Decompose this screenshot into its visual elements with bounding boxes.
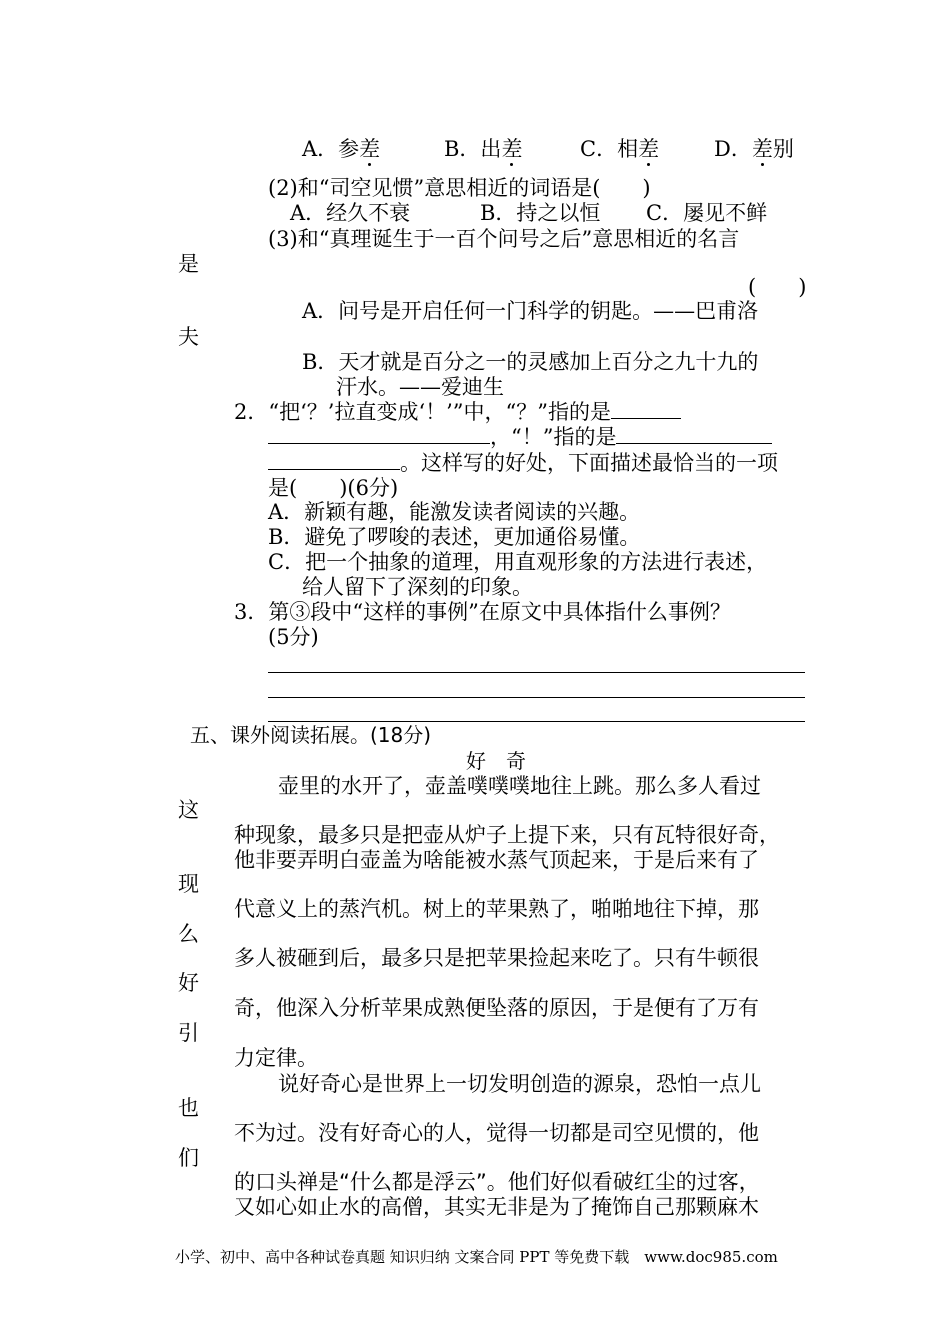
q1-sub3-stem: (3)和“真理诞生于一百个问号之后”意思相近的名言 [268, 227, 740, 251]
q2-option-b: B．避免了啰唆的表述，更加通俗易懂。 [268, 525, 641, 549]
option-a: A．参差 [302, 137, 381, 161]
q1-sub2-option-c: C．屡见不鲜 [646, 201, 768, 225]
margin-char: 现 [178, 872, 199, 896]
passage-line: 奇，他深入分析苹果成熟便坠落的原因，于是便有了万有 [234, 996, 759, 1020]
answer-blank[interactable] [268, 425, 490, 444]
answer-line[interactable] [268, 672, 805, 673]
passage-line: 他非要弄明白壶盖为啥能被水蒸气顶起来，于是后来有了 [234, 848, 759, 872]
margin-char: 这 [178, 798, 199, 822]
q2-option-c-line2: 给人留下了深刻的印象。 [302, 575, 533, 599]
q2-option-c-line1: C．把一个抽象的道理，用直观形象的方法进行表述， [268, 550, 768, 574]
q1-sub2-stem: (2)和“司空见惯”意思相近的词语是( ) [268, 176, 651, 200]
margin-char: 好 [178, 971, 199, 995]
answer-blank[interactable] [616, 425, 772, 444]
q1-sub2-option-a: A．经久不衰 [290, 201, 411, 225]
passage-line: 多人被砸到后，最多只是把苹果捡起来吃了。只有牛顿很 [234, 946, 759, 970]
passage-line: 又如心如止水的高僧，其实无非是为了掩饰自己那颗麻木 [234, 1195, 759, 1219]
option-c: C．相差 [580, 137, 660, 161]
section-heading: 五、课外阅读拓展。(18分) [190, 723, 432, 747]
q2-line2: ，“！”指的是 [268, 424, 772, 450]
option-b: B．出差 [444, 137, 523, 161]
q1-sub3-option-b-line1: B．天才就是百分之一的灵感加上百分之九十九的 [302, 350, 759, 374]
margin-char: 么 [178, 922, 199, 946]
q1-sub3-option-a: A．问号是开启任何一门科学的钥匙。——巴甫洛 [302, 299, 759, 323]
q3-line2: (5分) [268, 625, 319, 649]
passage-line: 壶里的水开了，壶盖噗噗噗地往上跳。那么多人看过 [278, 774, 761, 798]
passage-line: 力定律。 [234, 1046, 318, 1070]
footer-promo: 小学、初中、高中各种试卷真题 知识归纳 文案合同 PPT 等免费下载 www.doc985.com [175, 1248, 778, 1266]
q1-sub3-answer-paren: ( ) [748, 275, 807, 299]
q1-sub3-wrap: 是 [178, 252, 199, 276]
margin-char: 们 [178, 1146, 199, 1170]
passage-title: 好 奇 [466, 749, 526, 773]
margin-char: 引 [178, 1021, 199, 1045]
answer-line[interactable] [268, 697, 805, 698]
answer-blank[interactable] [611, 400, 681, 419]
option-d: D．差别 [714, 137, 794, 161]
q1-sub2-option-b: B．持之以恒 [480, 201, 601, 225]
passage-line: 种现象，最多只是把壶从炉子上提下来，只有瓦特很好奇， [234, 823, 780, 847]
margin-char: 也 [178, 1096, 199, 1120]
q2-line1: 2．“把‘？’拉直变成‘！’”中，“？”指的是 [234, 399, 681, 425]
q3-line1: 3．第③段中“这样的事例”在原文中具体指什么事例？ [234, 600, 731, 624]
q2-line4: 是( )(6分) [268, 476, 399, 500]
passage-line: 的口头禅是“什么都是浮云”。他们好似看破红尘的过客， [234, 1170, 760, 1194]
q1-sub3-option-b-line2: 汗水。——爱迪生 [336, 375, 504, 399]
answer-blank[interactable] [268, 451, 400, 470]
passage-line: 代意义上的蒸汽机。树上的苹果熟了，啪啪地往下掉，那 [234, 897, 759, 921]
q2-line3: 。这样写的好处，下面描述最恰当的一项 [268, 450, 778, 476]
q2-option-a: A．新颖有趣，能激发读者阅读的兴趣。 [268, 500, 641, 524]
passage-line: 说好奇心是世界上一切发明创造的源泉，恐怕一点儿 [278, 1072, 761, 1096]
passage-line: 不为过。没有好奇心的人，觉得一切都是司空见惯的，他 [234, 1121, 759, 1145]
q1-sub3-option-a-wrap: 夫 [178, 325, 199, 349]
